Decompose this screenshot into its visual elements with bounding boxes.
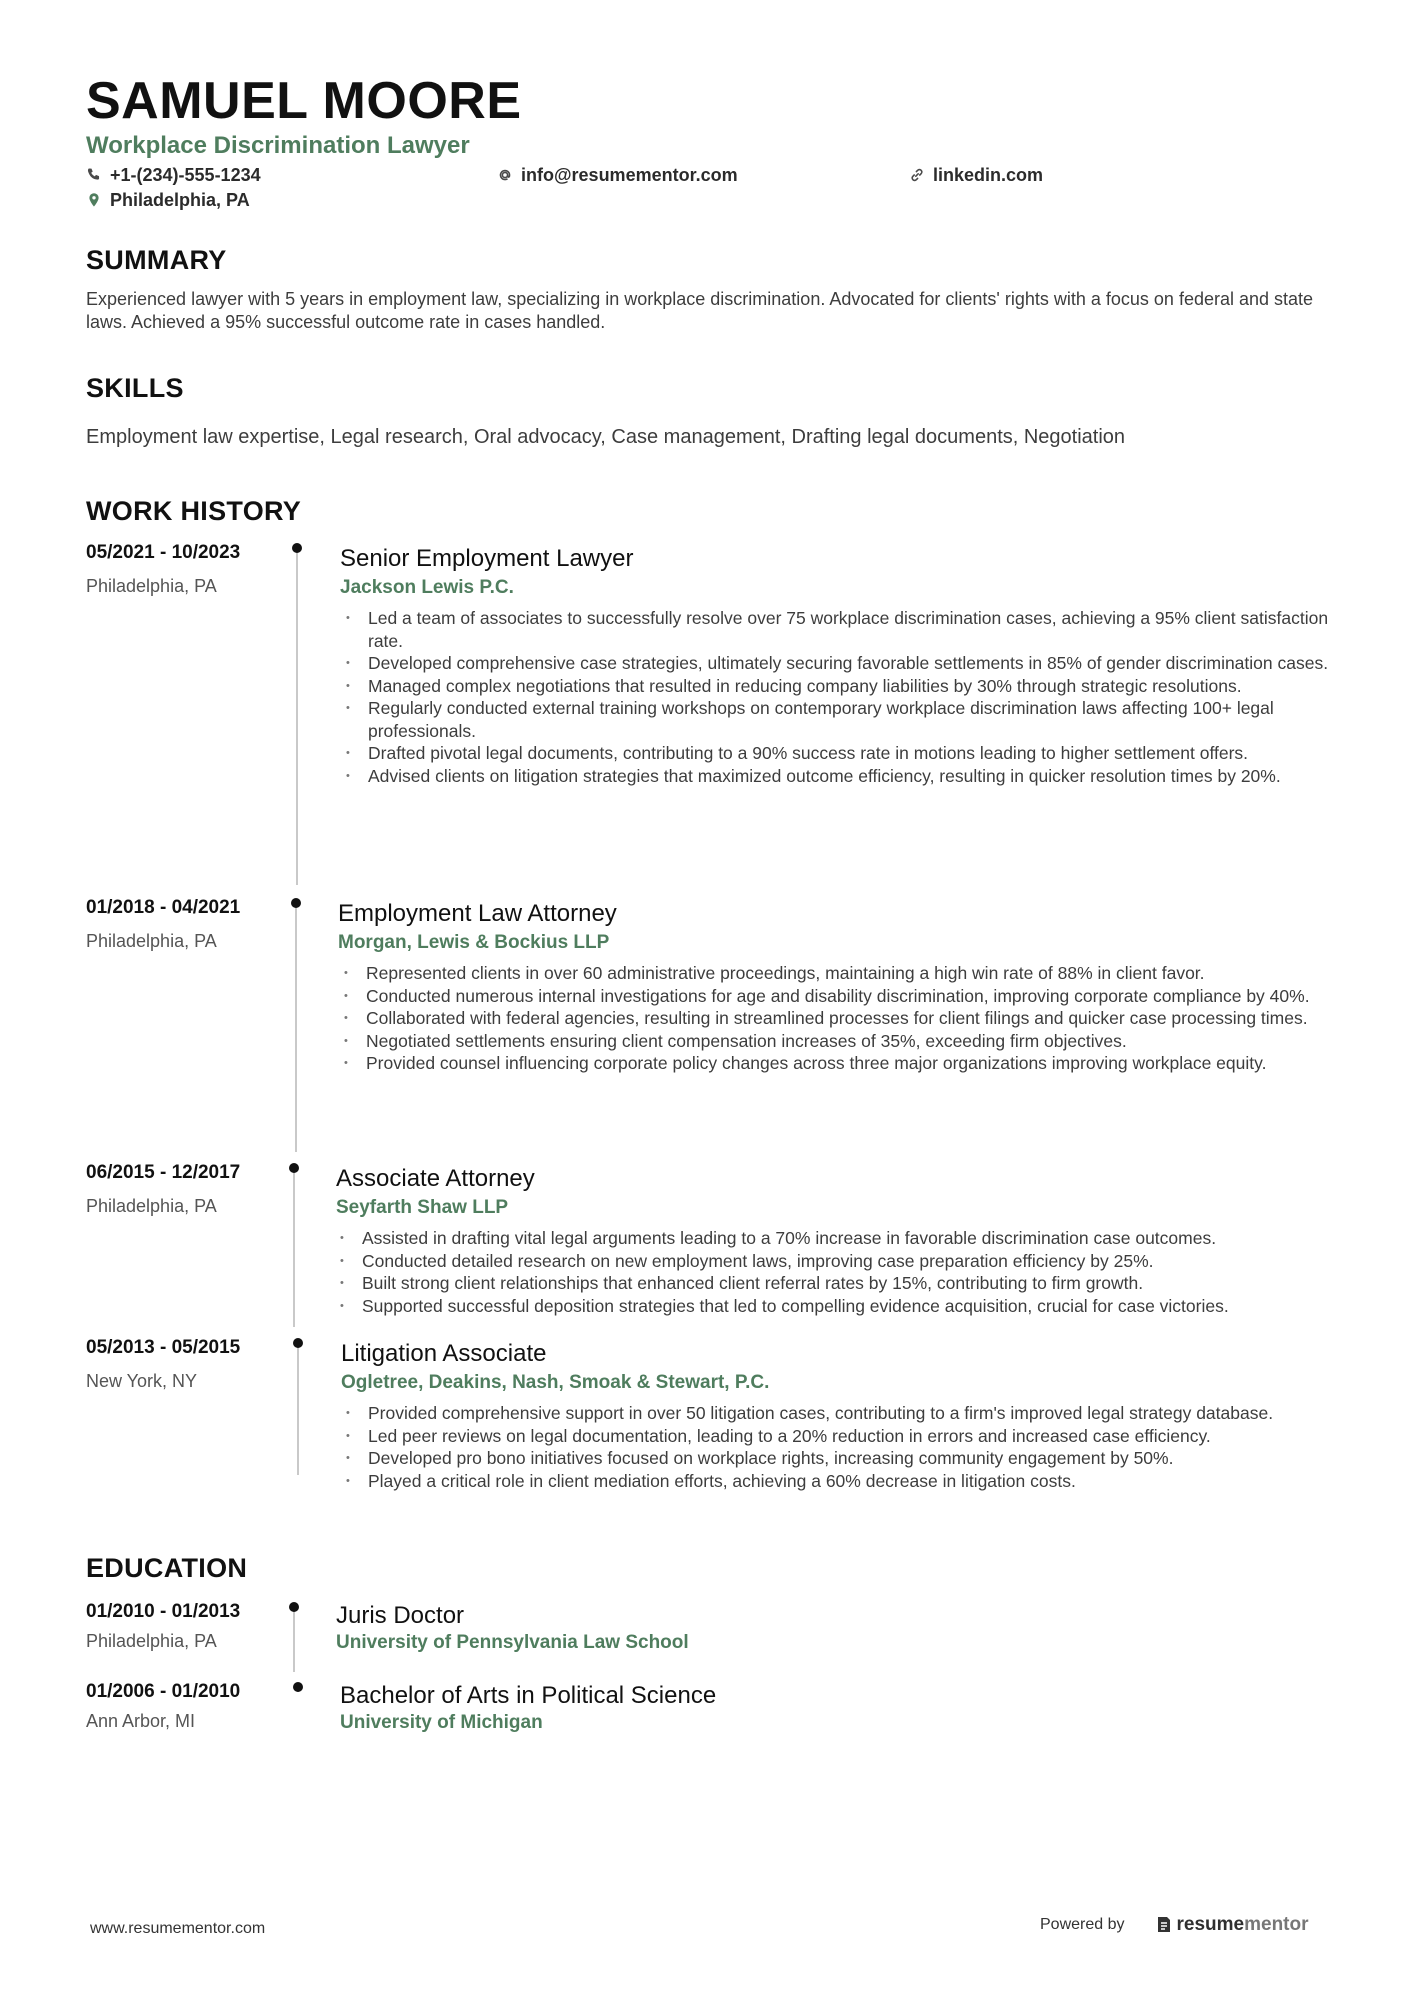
timeline-line — [293, 1165, 295, 1327]
list-item: • Played a critical role in client mediation efforts, achieving a 60% decrease in litigation costs. — [342, 1470, 1342, 1493]
phone-text: +1-(234)-555-1234 — [110, 165, 261, 185]
timeline-dot — [293, 1338, 303, 1348]
education-dates: 01/2010 - 01/2013 — [86, 1601, 241, 1622]
work-dates: 05/2021 - 10/2023 — [86, 542, 241, 563]
school-name: University of Pennsylvania Law School — [336, 1632, 689, 1653]
education-dates: 01/2006 - 01/2010 — [86, 1681, 241, 1702]
job-bullets — [342, 607, 1342, 787]
at-icon — [497, 167, 513, 183]
footer-branding — [1040, 1914, 1309, 1936]
timeline-dot — [289, 1163, 299, 1173]
list-item: • Conducted numerous internal investigations for age and disability discrimination, improving corporate compliance by 40%. — [340, 985, 1340, 1008]
list-item: • Led a team of associates to successfully resolve over 75 workplace discrimination cases, achieving a 95% client satisfaction rate. — [342, 607, 1342, 652]
contact-location — [86, 189, 250, 211]
list-item: • Negotiated settlements ensuring client compensation increases of 35%, exceeding firm objectives. — [340, 1030, 1340, 1053]
powered-by-label: Powered by — [1040, 1916, 1125, 1933]
job-bullets — [340, 962, 1340, 1075]
list-item: • Regularly conducted external training workshops on contemporary workplace discrimination laws affecting 100+ legal professionals. — [342, 697, 1342, 742]
link-icon — [909, 167, 925, 183]
list-item: • Managed complex negotiations that resulted in reducing company liabilities by 30% through strategic resolutions. — [342, 675, 1342, 698]
work-location: New York, NY — [86, 1371, 198, 1391]
job-title: Senior Employment Lawyer — [340, 545, 634, 572]
list-item: • Conducted detailed research on new employment laws, improving case preparation efficiency by 25%. — [336, 1250, 1346, 1273]
summary-heading: SUMMARY — [86, 245, 227, 275]
list-item: • Represented clients in over 60 administrative proceedings, maintaining a high win rate of 88% in client favor. — [340, 962, 1340, 985]
education-location: Ann Arbor, MI — [86, 1711, 196, 1731]
list-item: • Collaborated with federal agencies, resulting in streamlined processes for client filings and quicker case processing times. — [340, 1007, 1340, 1030]
education-location: Philadelphia, PA — [86, 1631, 217, 1651]
work-history-heading: WORK HISTORY — [86, 496, 302, 526]
timeline-dot — [292, 543, 302, 553]
resumementor-logo-icon — [1155, 1915, 1173, 1935]
email-link[interactable]: info@resumementor.com — [521, 165, 738, 185]
list-item: • Led peer reviews on legal documentation, leading to a 20% reduction in errors and increased case efficiency. — [342, 1425, 1342, 1448]
list-item: • Drafted pivotal legal documents, contributing to a 90% success rate in motions leading to higher settlement offers. — [342, 742, 1342, 765]
work-location: Philadelphia, PA — [86, 576, 217, 596]
school-name: University of Michigan — [340, 1712, 543, 1733]
company-name: Ogletree, Deakins, Nash, Smoak & Stewart, P.C. — [341, 1372, 770, 1393]
degree-title: Juris Doctor — [336, 1602, 465, 1629]
education-heading: EDUCATION — [86, 1553, 248, 1583]
list-item: • Provided comprehensive support in over 50 litigation cases, contributing to a firm's improved legal strategy database. — [342, 1402, 1342, 1425]
skills-text: Employment law expertise, Legal research, Oral advocacy, Case management, Drafting legal documents, Negotiation — [86, 426, 1126, 448]
linkedin-link[interactable]: linkedin.com — [933, 165, 1044, 185]
contact-linkedin[interactable] — [909, 164, 1043, 186]
job-title: Associate Attorney — [336, 1165, 535, 1192]
candidate-name: SAMUEL MOORE — [86, 72, 522, 130]
skills-heading: SKILLS — [86, 373, 184, 403]
company-name: Morgan, Lewis & Bockius LLP — [338, 932, 610, 953]
timeline-dot — [291, 898, 301, 908]
list-item: • Assisted in drafting vital legal arguments leading to a 70% increase in favorable discrimination case outcomes. — [336, 1227, 1346, 1250]
summary-text: Experienced lawyer with 5 years in employment law, specializing in workplace discrimination. Advocated for clients' rights with a focus on federal and state laws. Achieved a 95% successful outcome rate in cases handled. — [86, 289, 1314, 332]
timeline-line — [293, 1604, 295, 1672]
list-item: • Advised clients on litigation strategies that maximized outcome efficiency, resulting in quicker resolution times by 20%. — [342, 765, 1342, 788]
company-name: Jackson Lewis P.C. — [340, 577, 514, 598]
brand-name-part2: mentor — [1244, 1914, 1309, 1935]
list-item: • Provided counsel influencing corporate policy changes across three major organizations improving workplace equity. — [340, 1052, 1340, 1075]
resumementor-logo[interactable] — [1155, 1914, 1309, 1936]
brand-name-part1: resume — [1176, 1914, 1245, 1935]
list-item: • Built strong client relationships that enhanced client referral rates by 15%, contributing to firm growth. — [336, 1272, 1346, 1295]
work-dates: 06/2015 - 12/2017 — [86, 1162, 241, 1183]
list-item: • Supported successful deposition strategies that led to compelling evidence acquisition, crucial for case victories. — [336, 1295, 1346, 1318]
timeline-dot — [293, 1682, 303, 1692]
timeline-line — [295, 900, 297, 1152]
company-name: Seyfarth Shaw LLP — [336, 1197, 509, 1218]
list-item: • Developed comprehensive case strategies, ultimately securing favorable settlements in 85% of gender discrimination cases. — [342, 652, 1342, 675]
timeline-line — [297, 1340, 299, 1475]
work-location: Philadelphia, PA — [86, 931, 217, 951]
timeline-dot — [289, 1602, 299, 1612]
job-title: Litigation Associate — [341, 1340, 547, 1367]
work-dates: 05/2013 - 05/2015 — [86, 1337, 241, 1358]
contact-email[interactable] — [497, 164, 738, 186]
candidate-role: Workplace Discrimination Lawyer — [86, 132, 470, 159]
job-title: Employment Law Attorney — [338, 900, 617, 927]
degree-title: Bachelor of Arts in Political Science — [340, 1682, 717, 1709]
contact-phone — [86, 164, 261, 186]
location-pin-icon — [86, 192, 102, 208]
timeline-line — [296, 545, 298, 885]
job-bullets — [342, 1402, 1342, 1492]
phone-icon — [86, 167, 102, 183]
list-item: • Developed pro bono initiatives focused on workplace rights, increasing community engagement by 50%. — [342, 1447, 1342, 1470]
work-dates: 01/2018 - 04/2021 — [86, 897, 241, 918]
location-text: Philadelphia, PA — [110, 190, 250, 210]
job-bullets — [336, 1227, 1346, 1317]
work-location: Philadelphia, PA — [86, 1196, 217, 1216]
footer-website[interactable]: www.resumementor.com — [90, 1920, 266, 1937]
